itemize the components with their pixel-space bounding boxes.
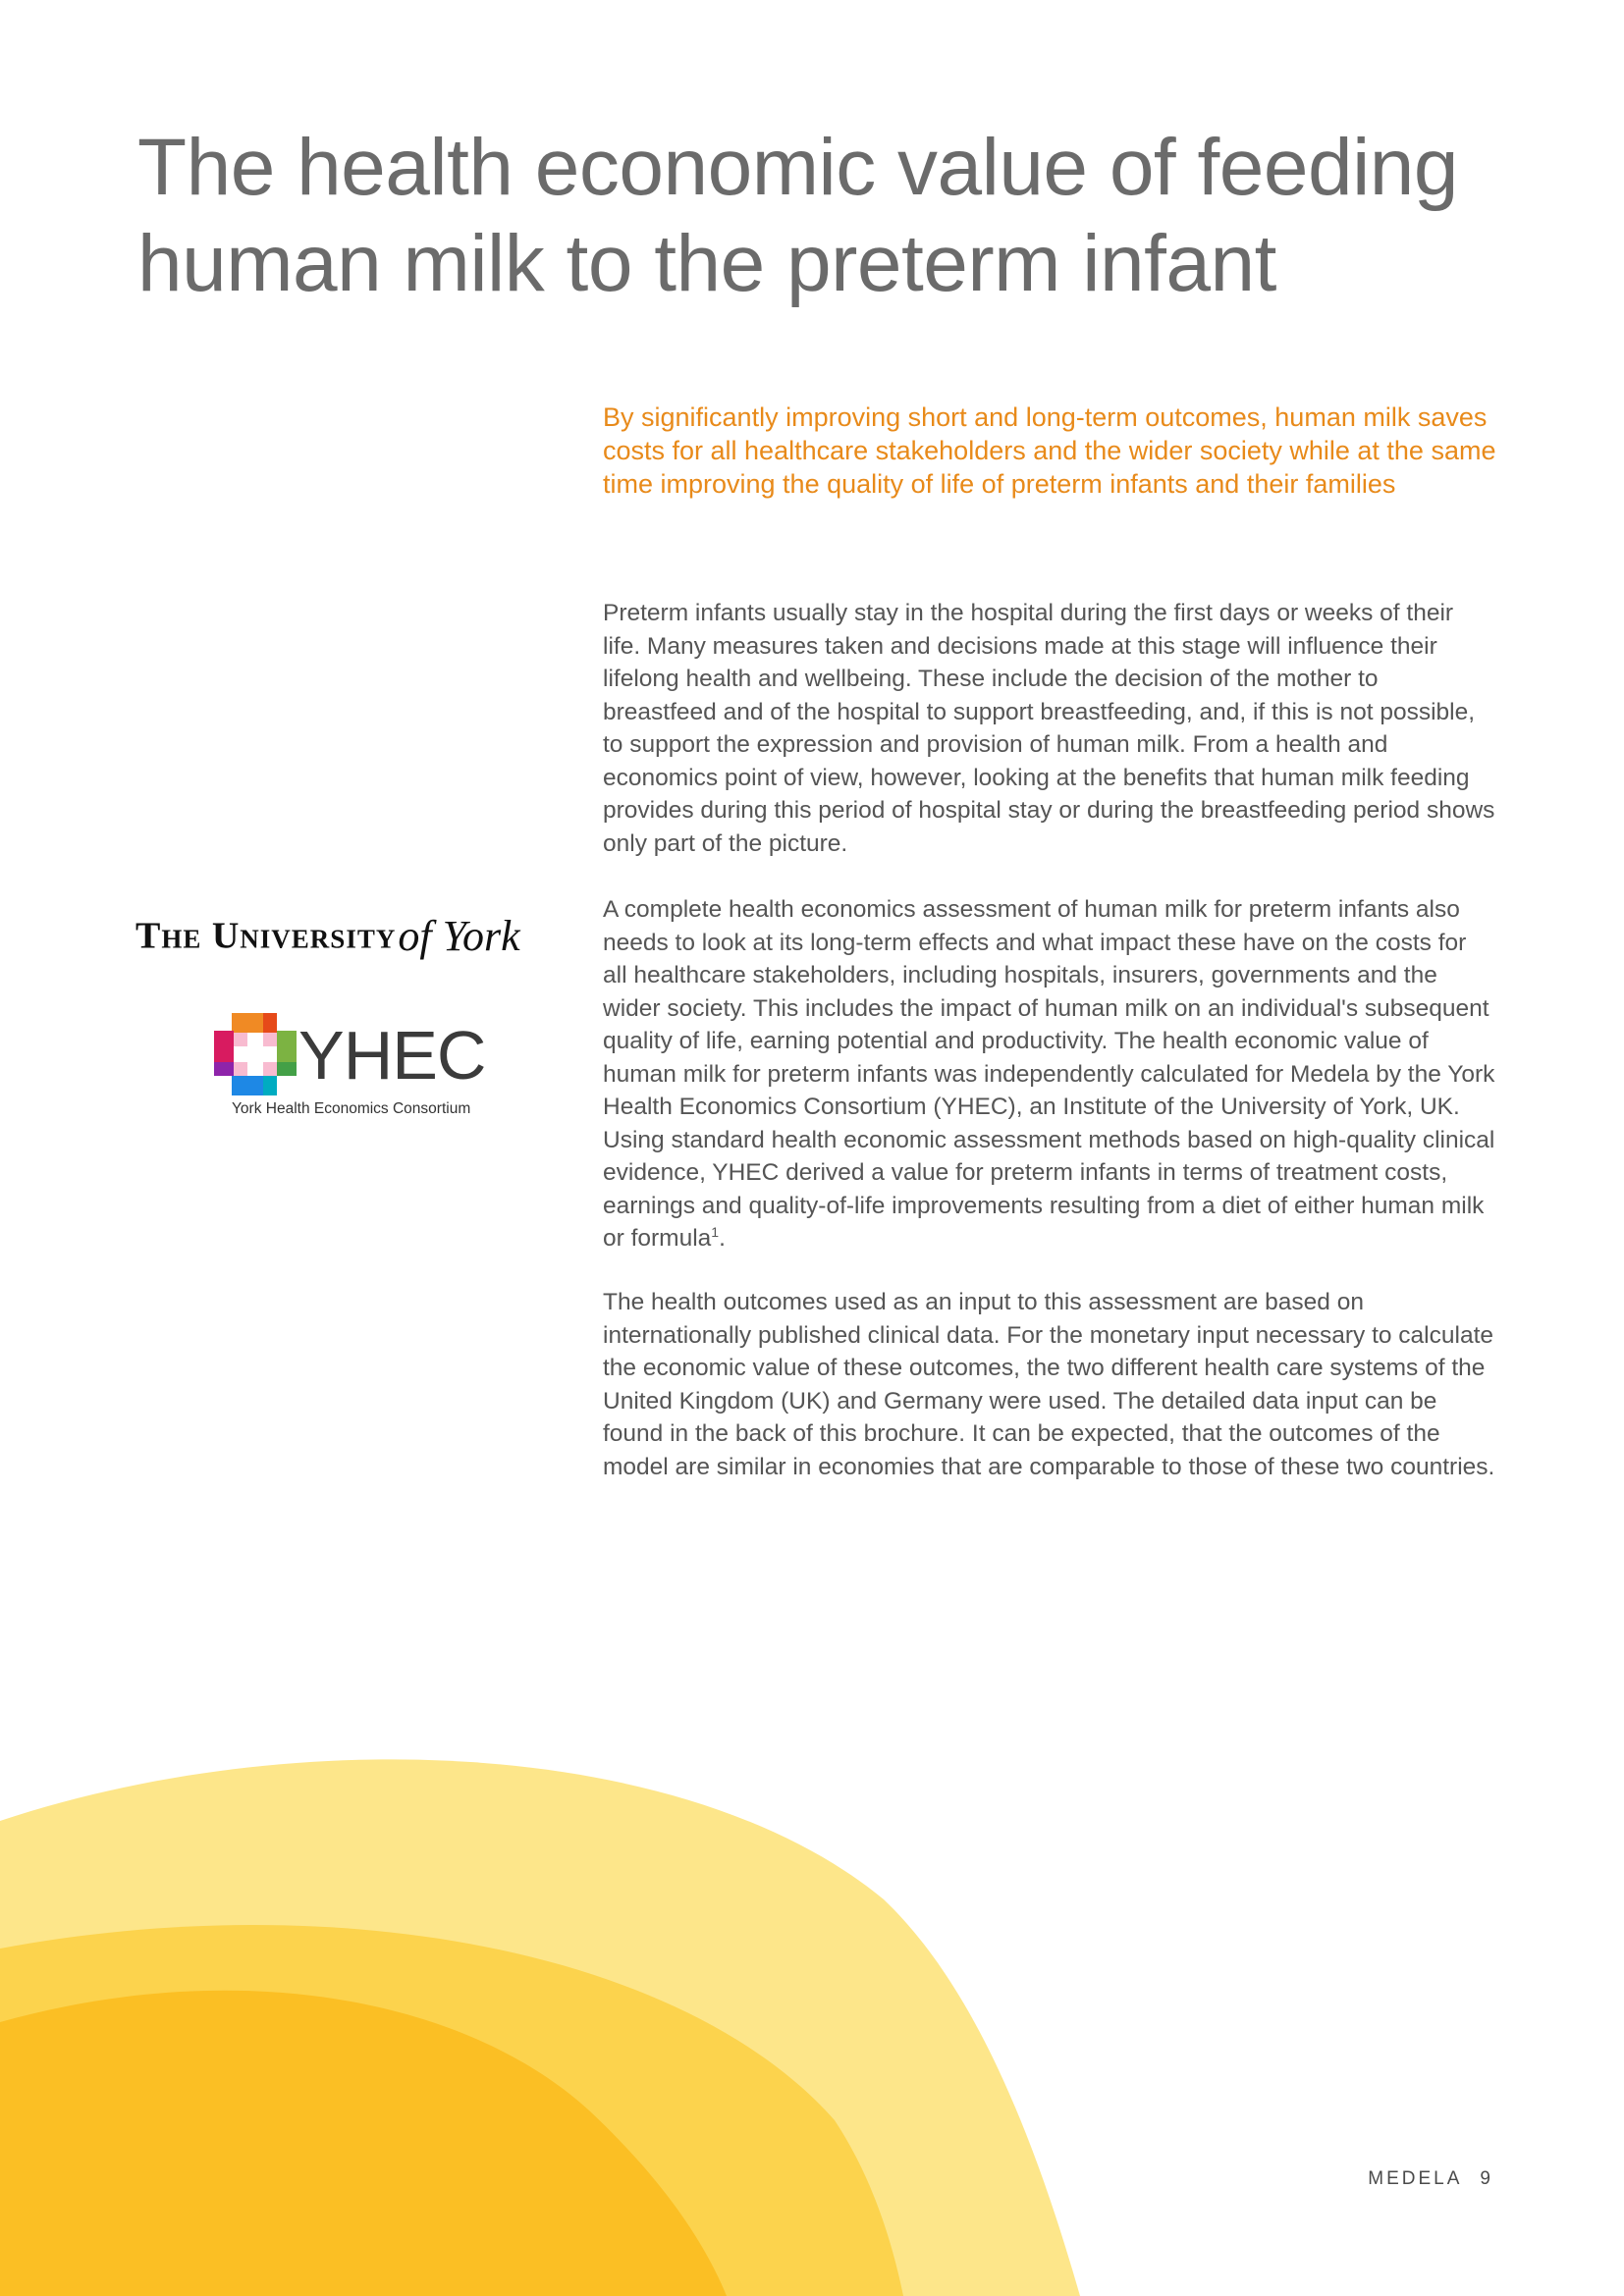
body-paragraph-1: Preterm infants usually stay in the hospital during the first days or weeks of their life. Many measures taken and decisions made at this stage will influence their lifelong health and wellbeing. These include the decision of the mother to breastfeed and of the hospital to support breastfeeding, and, if this is not possible, to support the expression and provision of human milk. From a health and economics point of view, however, looking at the benefits that human milk feeding provides during this period of hospital stay or during the breastfeeding period shows only part of the picture. (603, 600, 1495, 857)
yhec-wordmark: YHEC (298, 1017, 486, 1094)
york-logo-main-text: The University (135, 915, 397, 957)
page-title (137, 120, 1473, 312)
york-logo-script-text: of York (398, 912, 520, 960)
page-footer (1276, 2167, 1490, 2191)
title-line-2: human milk to the preterm infant (137, 219, 1276, 308)
yhec-mark-icon (214, 1013, 297, 1095)
body-paragraph-2 (603, 893, 1496, 1255)
body-paragraph-3: The health outcomes used as an input to this assessment are based on internationally published clinical data. For the monetary input necessary to calculate the economic value of these outcomes, the two different health care systems of the United Kingdom (UK) and Germany were used. The detailed data input can be found in the back of this brochure. It can be expected, that the outcomes of the model are similar in economies that are comparable to those of these two countries. (603, 1289, 1495, 1480)
body-paragraph-2-end: . (719, 1225, 726, 1252)
lead-paragraph: By significantly improving short and long-term outcomes, human milk saves costs for all healthcare stakeholders and the wider society while at the same time improving the quality of life of preterm infants and their families (603, 402, 1496, 499)
yhec-subtitle: York Health Economics Consortium (232, 1100, 471, 1117)
footnote-reference: 1 (711, 1223, 720, 1240)
page-number: 9 (1480, 2168, 1490, 2189)
body-paragraph-2-text: A complete health economics assessment of human milk for preterm infants also needs to look at its long-term effects and what impact these have on the costs for all healthcare stakeholders, including hospitals, insurers, governments and the wider society. This includes the impact of human milk on an individual's subsequent quality of life, earning potential and productivity. The health economic value of human milk for preterm infants was independently calculated for Medela by the York Health Economics Consortium (YHEC), an Institute of the University of York, UK. Using standard health economic assessment methods based on high-quality clinical evidence, YHEC derived a value for preterm infants in terms of treatment costs, earnings and quality-of-life improvements resulting from a diet of either human milk or formula (603, 896, 1495, 1252)
footer-brand: MEDELA (1368, 2168, 1463, 2189)
title-line-1: The health economic value of feeding (137, 123, 1459, 212)
university-of-york-logo (135, 911, 558, 970)
yhec-logo (214, 1013, 489, 1121)
